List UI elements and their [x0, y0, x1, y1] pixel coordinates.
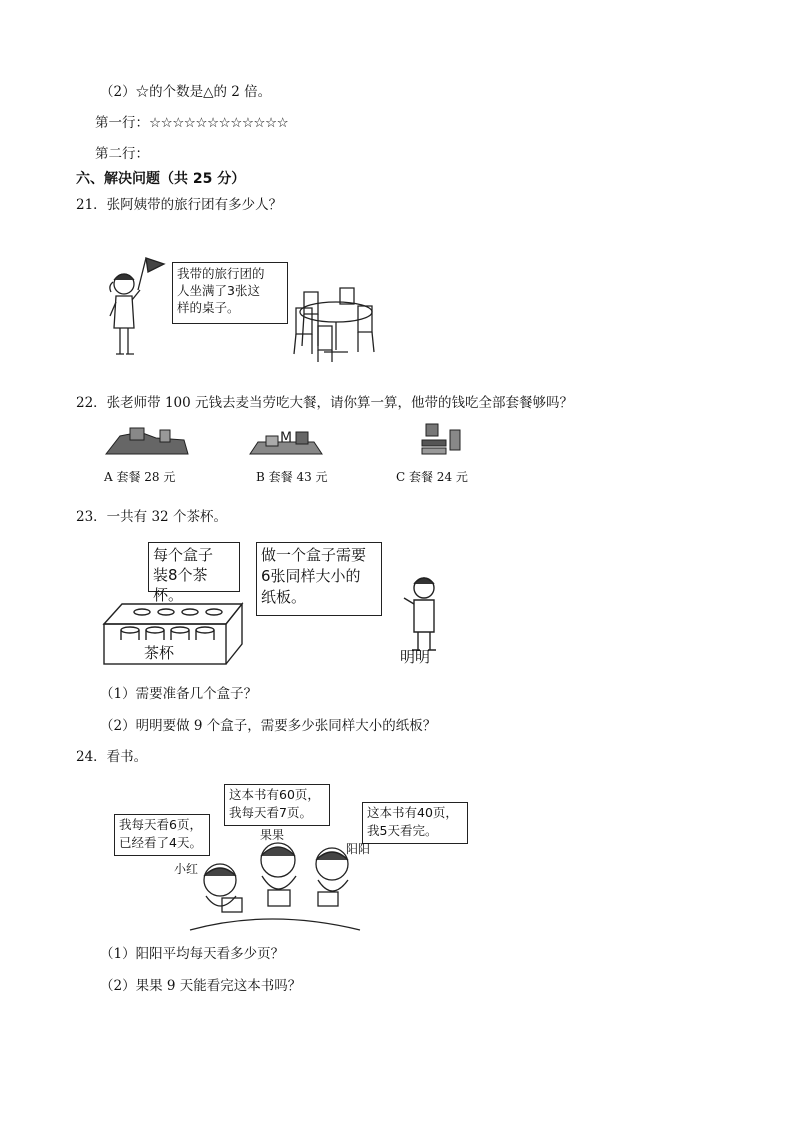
- q24-figure: [110, 780, 470, 940]
- q23-sub1: （1）需要准备几个盒子？: [100, 686, 258, 702]
- meal-pictures: [100, 420, 480, 470]
- xiaohong-name: 小红: [174, 862, 199, 876]
- yangyang-name: 阳阳: [346, 842, 371, 856]
- q20-sub2: （2）☆的个数是△的 2 倍。: [100, 84, 272, 100]
- row2-label: 第二行：: [95, 146, 149, 162]
- row1-line: [95, 114, 288, 132]
- row1-label: 第一行：: [95, 115, 149, 131]
- q24-sub1: （1）阳阳平均每天看多少页？: [100, 946, 285, 962]
- yangyang-speech-bubble: 这本书有40页， 我5天看完。: [362, 802, 468, 844]
- question-24: 24．看书。: [76, 749, 148, 765]
- question-22: 22．张老师带 100 元钱去麦当劳吃大餐，请你算一算，他带的钱吃全部套餐够吗？: [76, 395, 574, 411]
- guoguo-speech-bubble: 这本书有60页， 我每天看7页。: [224, 784, 330, 826]
- q23-sub2: （2）明明要做 9 个盒子，需要多少张同样大小的纸板？: [100, 718, 437, 734]
- cardboard-info-bubble: 做一个盒子需要 6张同样大小的 纸板。: [256, 542, 382, 616]
- question-23: 23．一共有 32 个茶杯。: [76, 509, 227, 525]
- q21-figure: [96, 250, 396, 370]
- q24-sub2: （2）果果 9 天能看完这本书吗？: [100, 978, 302, 994]
- q23-figure: [100, 540, 450, 670]
- meal-a-label: A 套餐 28 元: [104, 470, 176, 484]
- teacup-box-label: 茶杯: [144, 644, 175, 662]
- meal-b-label: B 套餐 43 元: [256, 470, 328, 484]
- q22-figure: [100, 420, 480, 490]
- boy-name-label: 明明: [400, 648, 431, 666]
- section-heading: 六、解决问题（共 25 分）: [76, 171, 246, 187]
- svg-text:M: M: [280, 430, 293, 446]
- question-21: 21．张阿姨带的旅行团有多少人？: [76, 197, 283, 213]
- xiaohong-speech-bubble: 我每天看6页， 已经看了4天。: [114, 814, 210, 856]
- guide-speech-bubble: 我带的旅行团的 人坐满了3张这 样的桌子。: [172, 262, 288, 324]
- box-info-bubble: 每个盒子 装8个茶杯。: [148, 542, 240, 592]
- guoguo-name: 果果: [260, 828, 285, 842]
- row1-stars: ☆☆☆☆☆☆☆☆☆☆☆☆: [149, 115, 289, 131]
- meal-c-label: C 套餐 24 元: [396, 470, 468, 484]
